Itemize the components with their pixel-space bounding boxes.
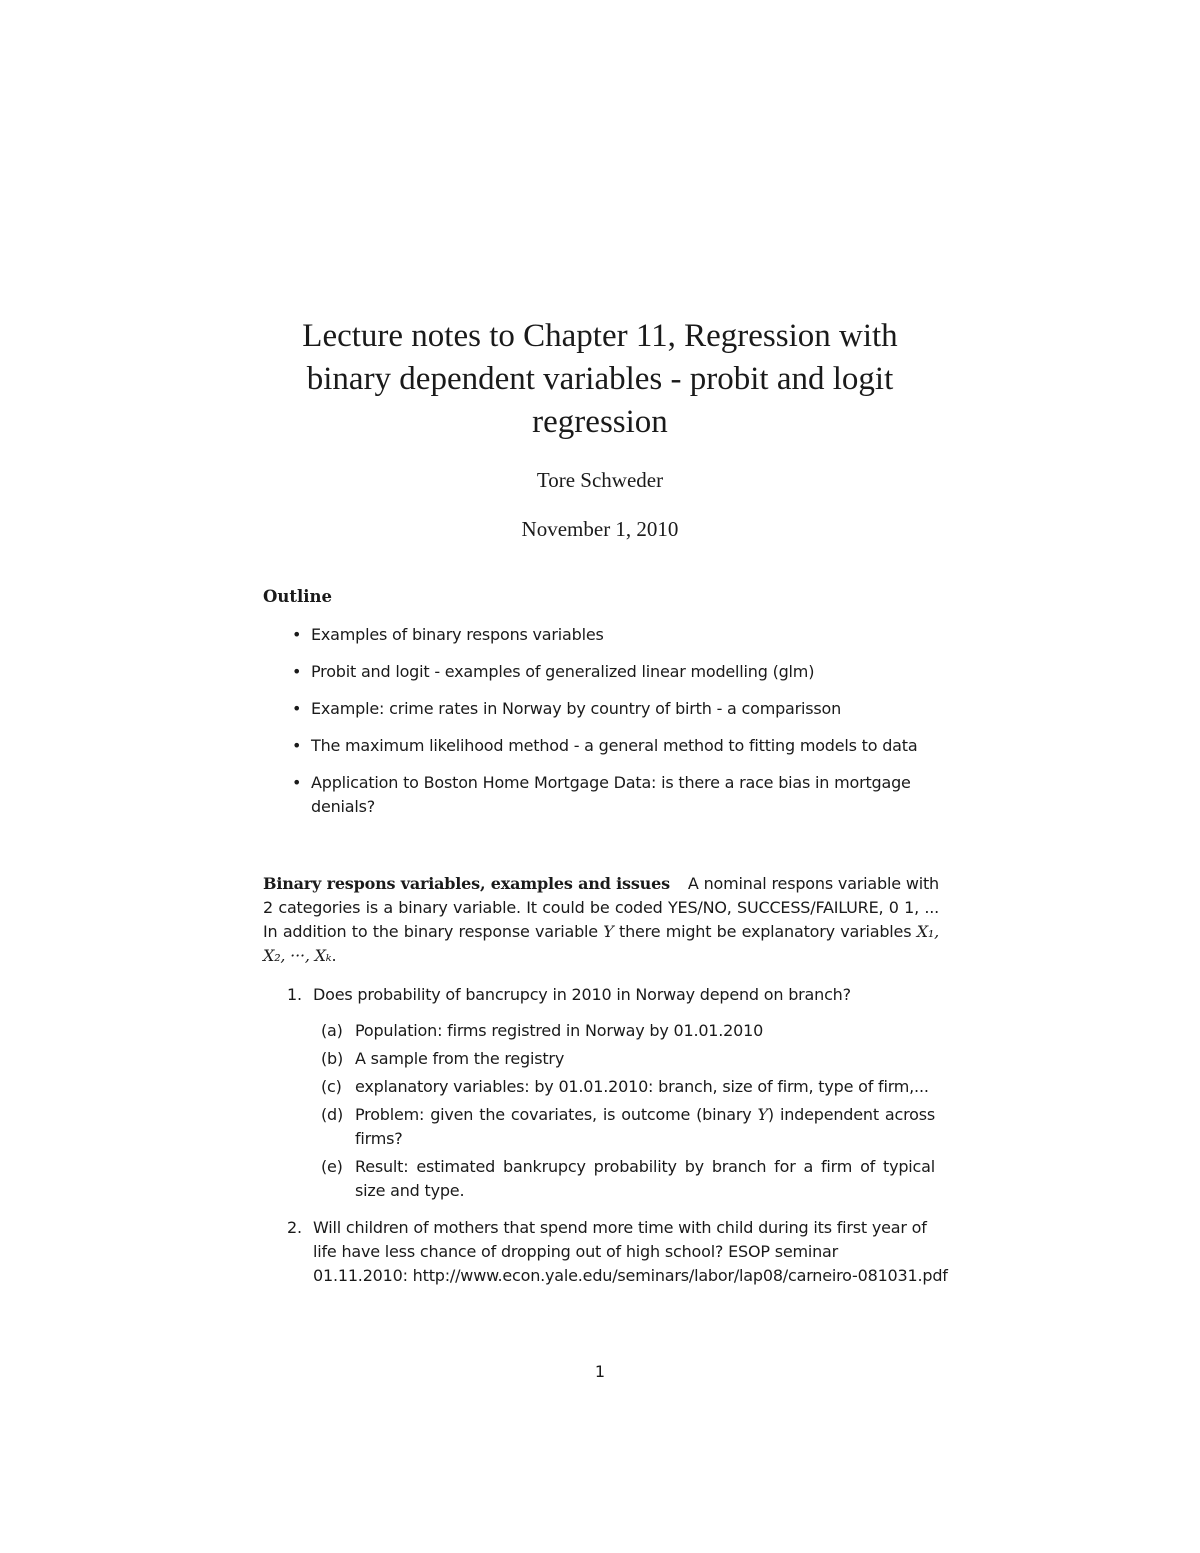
sub-list-item [313, 1019, 935, 1043]
numbered-list [263, 983, 1008, 1288]
sub-item-label: (c) [321, 1077, 342, 1096]
numbered-item [263, 1216, 1008, 1288]
sub-item-label: (e) [321, 1157, 343, 1176]
sub-list-item [313, 1103, 935, 1151]
list-item-text: Examples of binary respons variables [311, 625, 604, 644]
sub-item-text: Problem: given the covariates, is outcome (binary [355, 1105, 758, 1124]
list-item [292, 697, 942, 721]
list-item-text: The maximum likelihood method - a general method to fitting models to data [311, 736, 918, 755]
sub-list-item [313, 1047, 935, 1071]
math-variables: X₁, X₂, ···, Xₖ [263, 922, 939, 965]
sub-item-text: Population: firms registred in Norway by 01.01.2010 [355, 1021, 764, 1040]
list-item-text: Example: crime rates in Norway by country of birth - a comparisson [311, 699, 842, 718]
bullet-icon: • [292, 625, 302, 644]
outline-heading: Outline [263, 587, 333, 606]
sub-item-text: A sample from the registry [355, 1049, 565, 1068]
bullet-icon: • [292, 699, 302, 718]
sub-list [313, 1019, 1008, 1203]
publication-date: November 1, 2010 [521, 517, 679, 541]
page-number: 1 [594, 1362, 606, 1381]
list-item-text: Application to Boston Home Mortgage Data: is there a race bias in mortgage denials? [311, 773, 911, 816]
list-item [292, 734, 942, 758]
sub-item-label: (b) [321, 1049, 344, 1068]
section-heading: Binary respons variables, examples and issues [263, 874, 670, 893]
numbered-item [263, 983, 1008, 1203]
item-question-link: 01.11.2010: http://www.econ.yale.edu/seminars/labor/lap08/carneiro-081031.pdf [313, 1266, 948, 1285]
item-question: Will children of mothers that spend more time with child during its first year of life have less chance of dropping out of high school? ESOP seminar [313, 1218, 927, 1261]
title-line: Lecture notes to Chapter 11, Regression with [302, 318, 898, 354]
item-number: 2. [287, 1218, 302, 1237]
paragraph-text: . [331, 946, 337, 965]
paragraph-text: there might be explanatory variables [613, 922, 917, 941]
list-item [292, 660, 942, 684]
sub-item-text: explanatory variables: by 01.01.2010: branch, size of firm, type of firm,... [355, 1077, 929, 1096]
sub-list-item [313, 1155, 935, 1203]
sub-item-text: Result: estimated bankrupcy probability by branch for a firm of typical size and type. [355, 1157, 935, 1200]
list-item-text: Probit and logit - examples of generalized linear modelling (glm) [311, 662, 815, 681]
item-question: Does probability of bancrupcy in 2010 in Norway depend on branch? [313, 985, 851, 1004]
sub-item-text: ) independent across firms? [355, 1105, 935, 1148]
list-item [292, 623, 942, 647]
bullet-icon: • [292, 662, 302, 681]
sub-item-label: (d) [321, 1105, 344, 1124]
list-item [292, 771, 942, 819]
math-variable: Y [757, 1105, 768, 1124]
bullet-icon: • [292, 773, 302, 792]
outline-list [292, 623, 942, 832]
sub-item-label: (a) [321, 1021, 343, 1040]
title-line: binary dependent variables - probit and logit [306, 361, 894, 397]
item-number: 1. [287, 985, 302, 1004]
paper-title [240, 315, 960, 444]
sub-list-item [313, 1075, 935, 1099]
binary-variables-paragraph [263, 872, 939, 968]
author-name: Tore Schweder [536, 468, 664, 492]
bullet-icon: • [292, 736, 302, 755]
math-variable: Y [603, 922, 614, 941]
title-line: regression [532, 404, 668, 440]
paragraph-text: A nominal respons variable with 2 categories is a binary variable. It could be coded YES/NO, SUCCESS/FAILURE, 0 1, ... In addition to the binary response variable [263, 874, 939, 941]
